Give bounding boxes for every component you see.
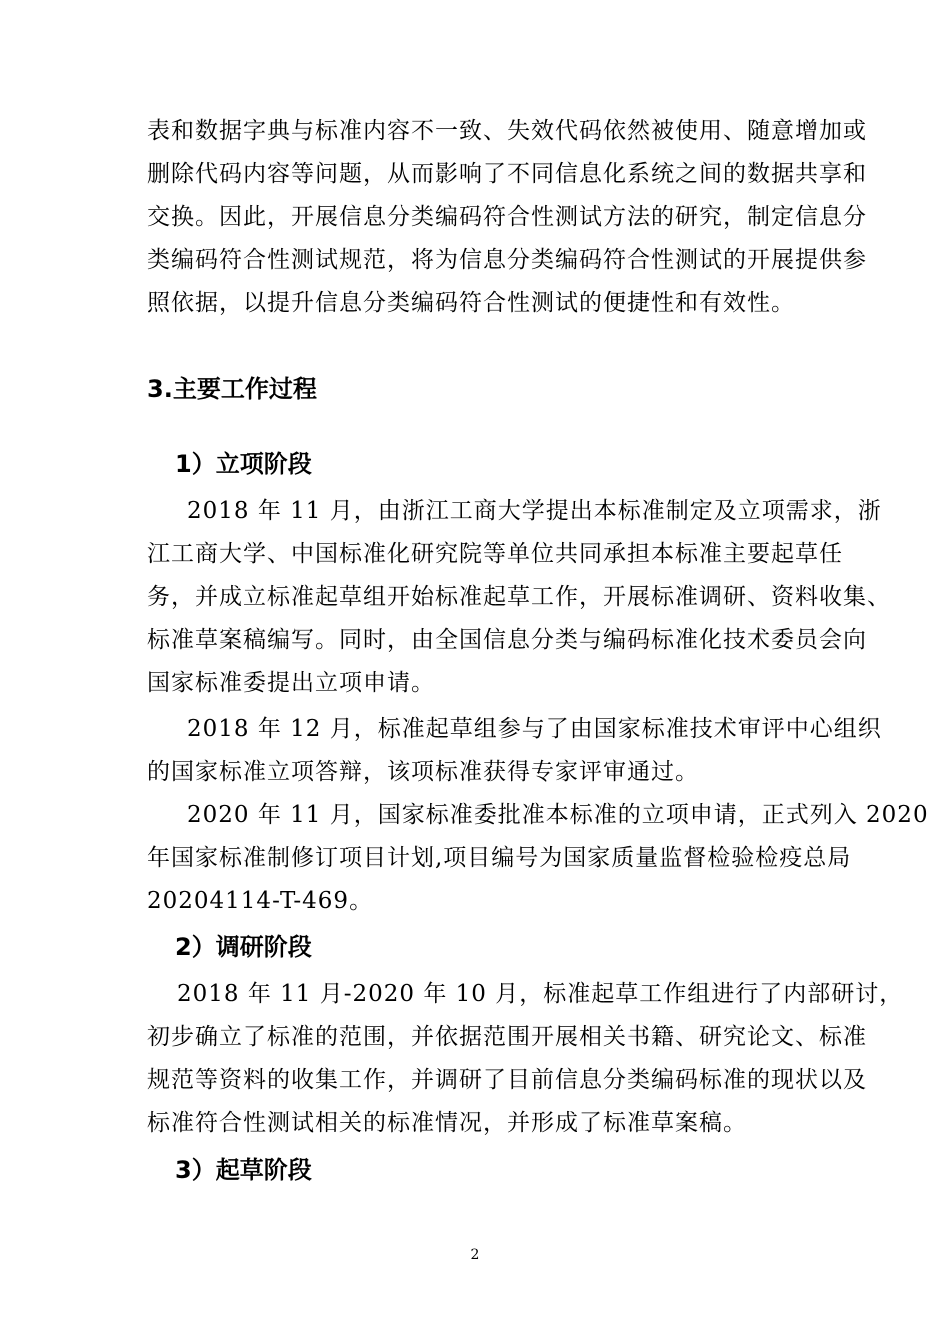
stage-2-line-4: 标准符合性测试相关的标准情况，并形成了标准草案稿。	[147, 1110, 747, 1136]
section-title: 3.主要工作过程	[147, 375, 317, 403]
stage-1-line-3: 务，并成立标准起草组开始标准起草工作，开展标准调研、资料收集、	[147, 584, 891, 610]
stage-2-line-3: 规范等资料的收集工作，并调研了目前信息分类编码标准的现状以及	[147, 1067, 867, 1093]
intro-line-1: 表和数据字典与标准内容不一致、失效代码依然被使用、随意增加或	[147, 118, 867, 144]
intro-line-2: 删除代码内容等问题，从而影响了不同信息化系统之间的数据共享和	[147, 161, 867, 187]
stage-1-line-7: 的国家标准立项答辩，该项标准获得专家评审通过。	[147, 759, 699, 785]
stage-1-line-6: 2018 年 12 月，标准起草组参与了由国家标准技术审评中心组织	[187, 716, 882, 742]
stage-2-line-1: 2018 年 11 月-2020 年 10 月，标准起草工作组进行了内部研讨，	[177, 981, 904, 1007]
intro-line-5: 照依据，以提升信息分类编码符合性测试的便捷性和有效性。	[147, 290, 795, 316]
intro-line-4: 类编码符合性测试规范，将为信息分类编码符合性测试的开展提供参	[147, 247, 867, 273]
stage-1-line-8: 2020 年 11 月，国家标准委批准本标准的立项申请，正式列入 2020	[187, 802, 929, 828]
stage-2-title: 2）调研阶段	[175, 933, 312, 961]
stage-1-line-4: 标准草案稿编写。同时，由全国信息分类与编码标准化技术委员会向	[147, 627, 867, 653]
stage-1-line-1: 2018 年 11 月，由浙江工商大学提出本标准制定及立项需求，浙	[187, 498, 882, 524]
page-number: 2	[470, 1247, 480, 1263]
stage-2-line-2: 初步确立了标准的范围，并依据范围开展相关书籍、研究论文、标准	[147, 1024, 867, 1050]
stage-1-line-5: 国家标准委提出立项申请。	[147, 670, 435, 696]
stage-3-title: 3）起草阶段	[175, 1156, 312, 1184]
stage-1-line-2: 江工商大学、中国标准化研究院等单位共同承担本标准主要起草任	[147, 541, 843, 567]
stage-1-line-10: 20204114-T-469。	[147, 888, 374, 914]
intro-line-3: 交换。因此，开展信息分类编码符合性测试方法的研究，制定信息分	[147, 204, 867, 230]
stage-1-title: 1）立项阶段	[175, 450, 312, 478]
stage-1-line-9: 年国家标准制修订项目计划,项目编号为国家质量监督检验检疫总局	[147, 845, 852, 871]
